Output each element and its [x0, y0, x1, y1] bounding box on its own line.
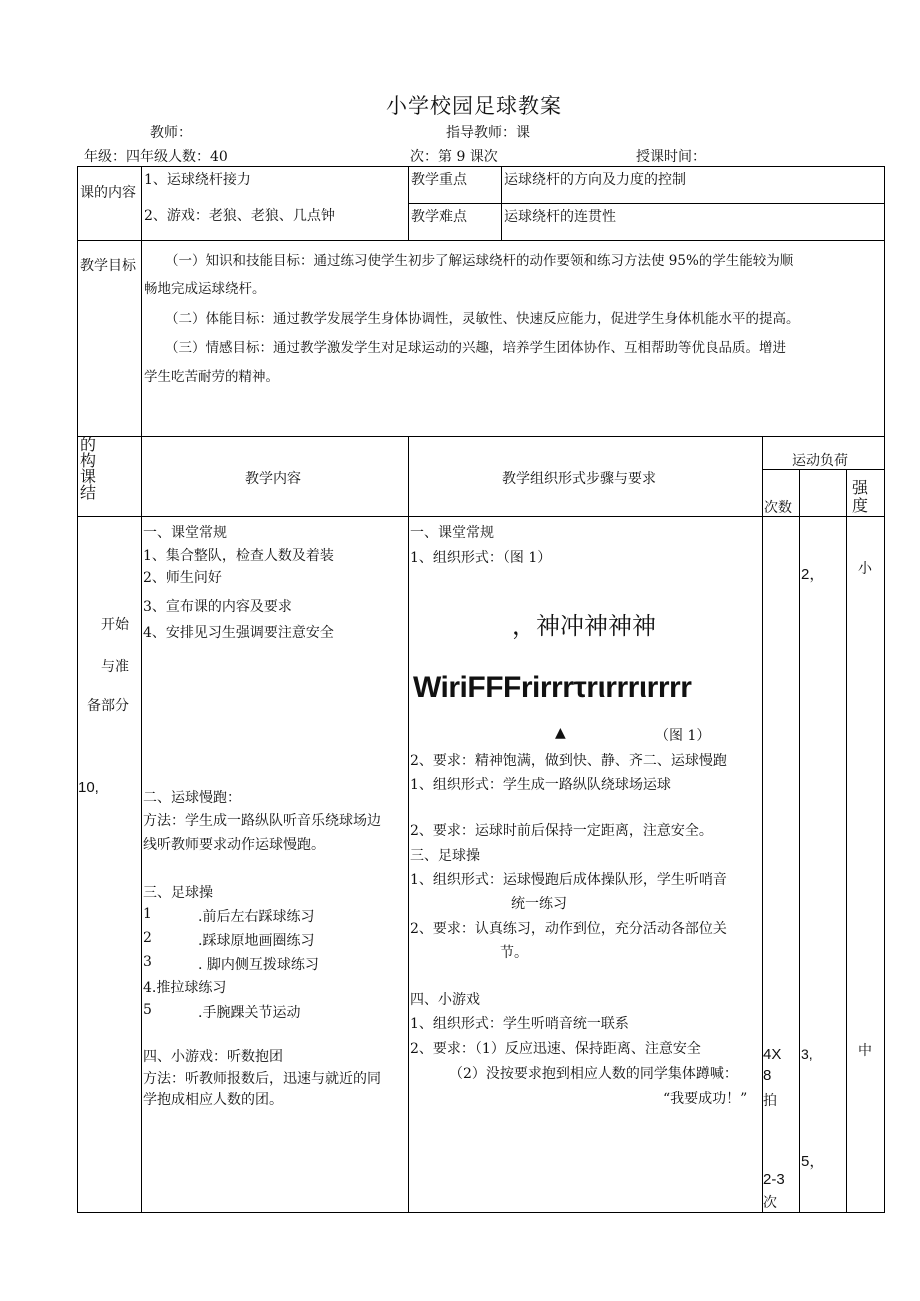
content-line-num: 3	[143, 954, 152, 970]
content-line-num: 1	[143, 906, 152, 922]
content-line: 方法：学生成一路纵队听音乐绕球场边	[143, 813, 381, 829]
count-value: 次	[763, 1195, 777, 1211]
content-line: .踩球原地画圈练习	[198, 933, 315, 949]
count-value: 4X	[763, 1046, 782, 1063]
part-minutes: 10,	[78, 779, 99, 796]
content-header: 教学内容	[245, 471, 301, 487]
count-value: 2-3	[763, 1171, 785, 1188]
duration-value: 2，	[801, 566, 825, 583]
content-line: 2、师生问好	[143, 570, 222, 586]
content-line: 1、集合整队，检查人数及着装	[143, 548, 334, 564]
org-line: 四、小游戏	[410, 992, 480, 1008]
duration-value: 5，	[801, 1153, 825, 1170]
strength-value: 小	[858, 561, 872, 577]
content-line: 三、足球操	[143, 885, 213, 901]
org-line: 1、组织形式：运球慢跑后成体操队形，学生听哨音	[410, 872, 727, 888]
content-line: 3、宣布课的内容及要求	[143, 599, 292, 615]
org-line: “我要成功！”	[663, 1091, 748, 1107]
count-value: 8	[763, 1067, 772, 1084]
org-line: 1、组织形式：学生听哨音统一联系	[410, 1016, 629, 1032]
content-line: 4.推拉球练习	[143, 980, 227, 996]
page-title: 小学校园足球教案	[386, 94, 562, 118]
content-line: 学抱成相应人数的团。	[143, 1092, 283, 1108]
goal-3-line-1: （三）情感目标：通过教学激发学生对足球运动的兴趣，培养学生团体协作、互相帮助等优良品质。增进	[165, 340, 786, 356]
goal-3-line-2: 学生吃苦耐劳的精神。	[144, 369, 279, 385]
key-point-label: 教学重点	[411, 172, 467, 188]
time-label: 授课时间：	[636, 149, 706, 165]
goals-label: 教学目标	[80, 258, 136, 274]
mentor-label: 指导教师：课	[446, 125, 530, 141]
difficulty-value: 运球绕杆的连贯性	[504, 209, 616, 225]
part-name-1: 开始	[101, 617, 129, 633]
figure-caption: （图 1）	[655, 728, 711, 744]
part-name-3: 备部分	[87, 698, 129, 714]
goal-1-line-2: 畅地完成运球绕杆。	[144, 281, 266, 297]
org-line: 2、要求：运球时前后保持一定距离，注意安全。	[410, 823, 713, 839]
content-line: 四、小游戏：听数抱团	[143, 1049, 283, 1065]
goal-1-line-1: （一）知识和技能目标：通过练习使学生初步了解运球绕杆的动作要领和练习方法使 95%的学生能较为顺	[165, 253, 794, 269]
part-name-2: 与准	[101, 659, 129, 675]
teacher-label: 教师：	[150, 125, 192, 141]
content-line: 一、课堂常规	[143, 525, 227, 541]
content-line: 线听教师要求动作运球慢跑。	[143, 837, 325, 853]
content-line: .前后左右踩球练习	[198, 909, 315, 925]
organization-header: 教学组织形式步骤与要求	[502, 471, 656, 487]
content-line: 4、安排见习生强调要注意安全	[143, 625, 334, 641]
content-line-num: 5	[143, 1002, 152, 1018]
org-line: 1、组织形式：学生成一路纵队绕球场运球	[410, 777, 671, 793]
org-line: 2、要求：（1）反应迅速、保持距离、注意安全	[410, 1041, 701, 1057]
duration-value: 3,	[801, 1046, 813, 1062]
content-line: 二、运球慢跑：	[143, 790, 241, 806]
content-label: 课的内容	[80, 185, 136, 201]
content-line: 方法：听教师报数后，迅速与就近的同	[143, 1071, 381, 1087]
content-item-2: 2、游戏：老狼、老狼、几点钟	[144, 208, 335, 224]
difficulty-label: 教学难点	[411, 209, 467, 225]
org-line: （2）没按要求抱到相应人数的同学集体蹲喊：	[449, 1066, 738, 1082]
org-line: 2、要求：精神饱满，做到快、静、齐二、运球慢跑	[410, 753, 727, 769]
org-line: 2、要求：认真练习，动作到位，充分活动各部位关	[410, 921, 727, 937]
content-line: . 脚内侧互拨球练习	[198, 957, 319, 973]
org-line: 统一练习	[511, 896, 567, 912]
content-line: .手腕踝关节运动	[198, 1005, 301, 1021]
formation-diagram-row-2: WiriFFFrirrrτrιrrrιrrrr	[413, 671, 692, 704]
strength-header: 强 度	[852, 478, 869, 515]
formation-diagram-row-1: ，神冲神神神	[512, 612, 656, 640]
exercise-load-header: 运动负荷	[792, 453, 848, 469]
count-value: 拍	[763, 1093, 777, 1109]
org-line: 1、组织形式：（图 1）	[410, 550, 552, 566]
strength-value: 中	[858, 1043, 872, 1059]
org-line: 节。	[500, 945, 528, 961]
org-line: 一、课堂常规	[410, 525, 494, 541]
content-line-num: 2	[143, 930, 152, 946]
count-header: 次数	[764, 500, 792, 516]
session-label: 次：第 9 课次	[410, 149, 498, 165]
structure-header: 的 构 课 结	[80, 435, 97, 502]
grade-label: 年级：四年级人数：40	[84, 149, 228, 165]
content-item-1: 1、运球绕杆接力	[144, 172, 251, 188]
goal-2: （二）体能目标：通过教学发展学生身体协调性，灵敏性、快速反应能力，促进学生身体机能水平的提高。	[165, 311, 800, 327]
teacher-marker-icon: ▲	[555, 725, 566, 741]
key-point-value: 运球绕杆的方向及力度的控制	[504, 172, 686, 188]
org-line: 三、足球操	[410, 848, 480, 864]
